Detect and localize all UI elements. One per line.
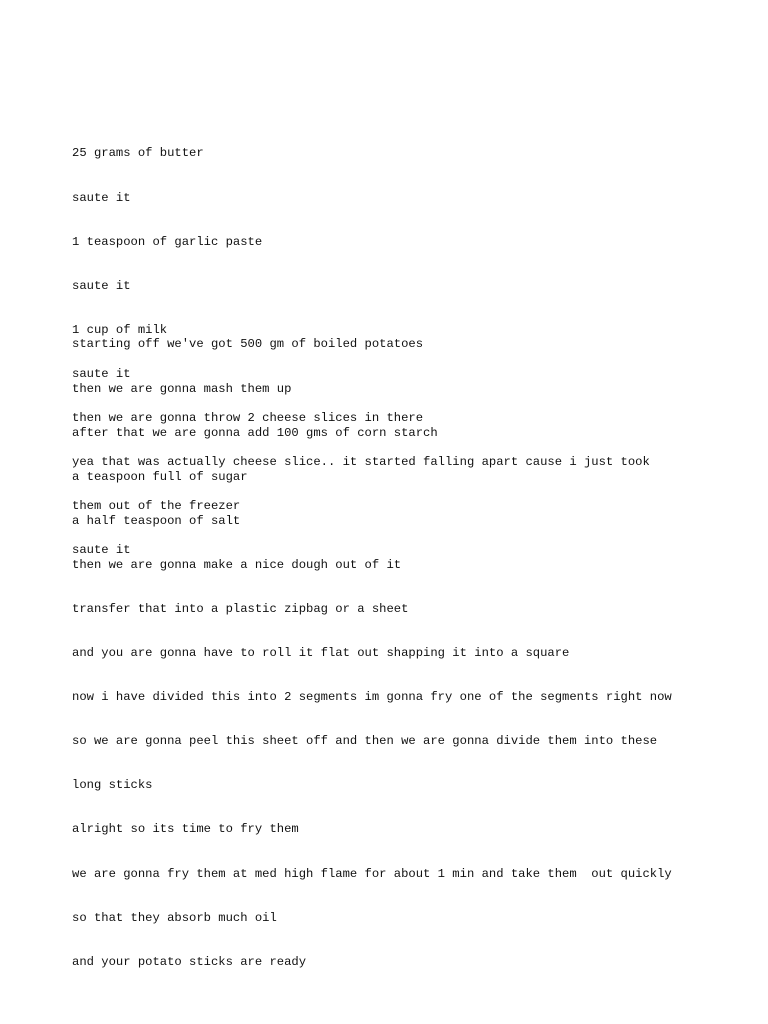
text-line: so that they absorb much oil (72, 910, 277, 925)
text-line: now i have divided this into 2 segments im gonna fry one of the segments right now (72, 690, 672, 705)
text-line: so we are gonna peel this sheet off and then we are gonna divide them into these (72, 734, 658, 749)
text-line: 1 cup of milk (72, 322, 168, 337)
text-line: alright so its time to fry them (72, 822, 299, 837)
text-line: then we are gonna throw 2 cheese slices in there (72, 410, 424, 425)
text-line: and your potato sticks are ready (72, 954, 307, 969)
text-line: 1 teaspoon of garlic paste (72, 234, 263, 249)
text-line: then we are gonna mash them up (72, 381, 292, 396)
text-line: a half teaspoon of salt (72, 513, 241, 528)
text-line: 25 grams of butter (72, 146, 204, 161)
text-line: a teaspoon full of sugar (72, 469, 248, 484)
potato-sticks-instructions (72, 308, 752, 999)
text-line: long sticks (72, 778, 153, 793)
text-line: yea that was actually cheese slice.. it started falling apart cause i just took (72, 455, 650, 470)
text-line: saute it (72, 190, 131, 205)
text-line: saute it (72, 278, 131, 293)
text-line: saute it (72, 543, 131, 558)
text-line: and you are gonna have to roll it flat out shapping it into a square (72, 646, 570, 661)
text-line: transfer that into a plastic zipbag or a sheet (72, 601, 409, 616)
text-line: saute it (72, 366, 131, 381)
text-line: starting off we've got 500 gm of boiled potatoes (72, 337, 424, 352)
text-line: we are gonna fry them at med high flame for about 1 min and take them out quickly (72, 866, 672, 881)
text-line: then we are gonna make a nice dough out of it (72, 557, 402, 572)
text-line: after that we are gonna add 100 gms of corn starch (72, 425, 438, 440)
text-line: them out of the freezer (72, 499, 241, 514)
